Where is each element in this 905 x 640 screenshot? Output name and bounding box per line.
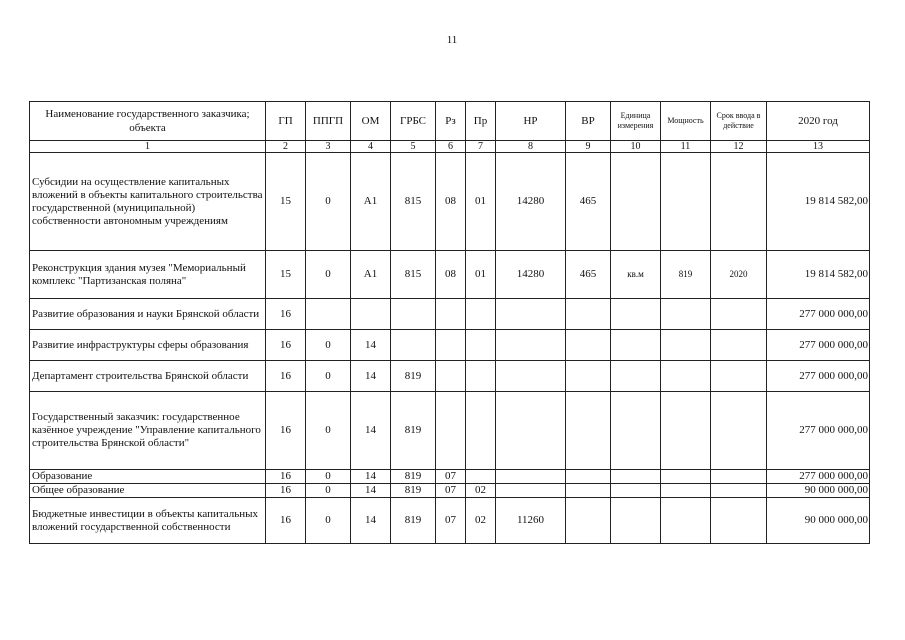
cell-capacity: 819 (661, 251, 711, 299)
header-nr: НР (496, 102, 566, 141)
column-number: 11 (661, 141, 711, 153)
cell-om: А1 (351, 153, 391, 251)
cell-gp: 16 (266, 299, 306, 330)
header-capacity: Мощность (661, 102, 711, 141)
table-row (30, 361, 870, 392)
cell-ppgp: 0 (306, 361, 351, 392)
cell-nr (496, 299, 566, 330)
cell-term (711, 498, 767, 544)
cell-amount: 277 000 000,00 (767, 299, 870, 330)
cell-rz: 08 (436, 251, 466, 299)
column-number: 13 (767, 141, 870, 153)
cell-rz: 07 (436, 484, 466, 498)
row-name: Развитие образования и науки Брянской области (30, 299, 266, 330)
cell-gp: 15 (266, 251, 306, 299)
column-number: 4 (351, 141, 391, 153)
cell-unit (611, 299, 661, 330)
cell-amount: 19 814 582,00 (767, 153, 870, 251)
cell-vr: 465 (566, 153, 611, 251)
cell-rz (436, 392, 466, 470)
cell-amount: 90 000 000,00 (767, 498, 870, 544)
cell-unit (611, 361, 661, 392)
header-rz: Рз (436, 102, 466, 141)
cell-term (711, 470, 767, 484)
row-name: Субсидии на осуществление капитальных вложений в объекты капитального строительства государственной (муниципальной) собственности автономным учреждениям (30, 153, 266, 251)
header-gp: ГП (266, 102, 306, 141)
cell-pr: 02 (466, 484, 496, 498)
column-number: 10 (611, 141, 661, 153)
column-number: 5 (391, 141, 436, 153)
cell-capacity (661, 498, 711, 544)
cell-pr: 01 (466, 251, 496, 299)
cell-grbs: 819 (391, 361, 436, 392)
table-row (30, 330, 870, 361)
cell-gp: 15 (266, 153, 306, 251)
header-pr: Пр (466, 102, 496, 141)
cell-term (711, 299, 767, 330)
cell-rz (436, 299, 466, 330)
cell-om: 14 (351, 392, 391, 470)
row-name: Образование (30, 470, 266, 484)
cell-amount: 277 000 000,00 (767, 470, 870, 484)
cell-term (711, 392, 767, 470)
cell-gp: 16 (266, 484, 306, 498)
cell-om: 14 (351, 470, 391, 484)
column-number: 9 (566, 141, 611, 153)
cell-rz (436, 361, 466, 392)
cell-capacity (661, 392, 711, 470)
cell-nr (496, 392, 566, 470)
cell-amount: 19 814 582,00 (767, 251, 870, 299)
cell-ppgp (306, 299, 351, 330)
cell-amount: 277 000 000,00 (767, 392, 870, 470)
cell-nr: 11260 (496, 498, 566, 544)
column-number: 6 (436, 141, 466, 153)
cell-unit (611, 484, 661, 498)
cell-ppgp: 0 (306, 498, 351, 544)
cell-pr: 01 (466, 153, 496, 251)
header-unit: Единица измерения (611, 102, 661, 141)
cell-nr (496, 484, 566, 498)
cell-vr (566, 484, 611, 498)
header-vr: ВР (566, 102, 611, 141)
table-row (30, 299, 870, 330)
cell-om: 14 (351, 361, 391, 392)
cell-unit: кв.м (611, 251, 661, 299)
cell-rz (436, 330, 466, 361)
cell-nr: 14280 (496, 251, 566, 299)
cell-vr: 465 (566, 251, 611, 299)
cell-ppgp: 0 (306, 484, 351, 498)
cell-capacity (661, 484, 711, 498)
cell-vr (566, 470, 611, 484)
header-term: Срок ввода в действие (711, 102, 767, 141)
cell-unit (611, 330, 661, 361)
cell-gp: 16 (266, 470, 306, 484)
cell-term (711, 361, 767, 392)
cell-grbs: 819 (391, 498, 436, 544)
cell-grbs (391, 299, 436, 330)
table-row (30, 392, 870, 470)
cell-gp: 16 (266, 392, 306, 470)
header-grbs: ГРБС (391, 102, 436, 141)
cell-term (711, 484, 767, 498)
cell-vr (566, 392, 611, 470)
table-row (30, 484, 870, 498)
cell-pr (466, 392, 496, 470)
cell-gp: 16 (266, 361, 306, 392)
header-name: Наименование государственного заказчика; объекта (30, 102, 266, 141)
cell-om (351, 299, 391, 330)
cell-pr: 02 (466, 498, 496, 544)
table-row (30, 470, 870, 484)
cell-ppgp: 0 (306, 251, 351, 299)
budget-table (29, 101, 870, 544)
column-number: 1 (30, 141, 266, 153)
cell-capacity (661, 153, 711, 251)
cell-nr (496, 330, 566, 361)
column-number: 12 (711, 141, 767, 153)
cell-capacity (661, 330, 711, 361)
cell-gp: 16 (266, 330, 306, 361)
table-row (30, 498, 870, 544)
cell-grbs: 819 (391, 470, 436, 484)
row-name: Департамент строительства Брянской области (30, 361, 266, 392)
cell-capacity (661, 361, 711, 392)
cell-rz: 07 (436, 498, 466, 544)
cell-unit (611, 153, 661, 251)
header-om: ОМ (351, 102, 391, 141)
column-number: 7 (466, 141, 496, 153)
cell-grbs: 815 (391, 153, 436, 251)
row-name: Государственный заказчик: государственное казённое учреждение "Управление капитального строительства Брянской области" (30, 392, 266, 470)
page-number: 11 (446, 34, 458, 46)
cell-unit (611, 392, 661, 470)
cell-term (711, 153, 767, 251)
cell-pr (466, 470, 496, 484)
cell-rz: 07 (436, 470, 466, 484)
cell-capacity (661, 470, 711, 484)
cell-nr: 14280 (496, 153, 566, 251)
cell-grbs (391, 330, 436, 361)
cell-amount: 90 000 000,00 (767, 484, 870, 498)
cell-gp: 16 (266, 498, 306, 544)
header-amount: 2020 год (767, 102, 870, 141)
cell-om: 14 (351, 498, 391, 544)
cell-pr (466, 299, 496, 330)
column-number: 8 (496, 141, 566, 153)
row-name: Реконструкция здания музея "Мемориальный комплекс "Партизанская поляна" (30, 251, 266, 299)
cell-amount: 277 000 000,00 (767, 361, 870, 392)
cell-grbs: 819 (391, 484, 436, 498)
cell-nr (496, 470, 566, 484)
column-number: 3 (306, 141, 351, 153)
row-name: Бюджетные инвестиции в объекты капитальных вложений государственной собственности (30, 498, 266, 544)
cell-pr (466, 330, 496, 361)
header-ppgp: ППГП (306, 102, 351, 141)
row-name: Развитие инфраструктуры сферы образования (30, 330, 266, 361)
cell-grbs: 819 (391, 392, 436, 470)
cell-nr (496, 361, 566, 392)
cell-om: А1 (351, 251, 391, 299)
cell-vr (566, 299, 611, 330)
cell-term (711, 330, 767, 361)
cell-ppgp: 0 (306, 392, 351, 470)
cell-amount: 277 000 000,00 (767, 330, 870, 361)
cell-ppgp: 0 (306, 470, 351, 484)
cell-unit (611, 470, 661, 484)
cell-pr (466, 361, 496, 392)
cell-ppgp: 0 (306, 153, 351, 251)
column-number: 2 (266, 141, 306, 153)
row-name: Общее образование (30, 484, 266, 498)
header-row (30, 102, 870, 141)
cell-unit (611, 498, 661, 544)
cell-om: 14 (351, 330, 391, 361)
cell-term: 2020 (711, 251, 767, 299)
cell-ppgp: 0 (306, 330, 351, 361)
table-row (30, 251, 870, 299)
cell-vr (566, 361, 611, 392)
cell-capacity (661, 299, 711, 330)
cell-grbs: 815 (391, 251, 436, 299)
cell-vr (566, 498, 611, 544)
cell-om: 14 (351, 484, 391, 498)
column-number-row (30, 141, 870, 153)
cell-rz: 08 (436, 153, 466, 251)
table-row (30, 153, 870, 251)
cell-vr (566, 330, 611, 361)
